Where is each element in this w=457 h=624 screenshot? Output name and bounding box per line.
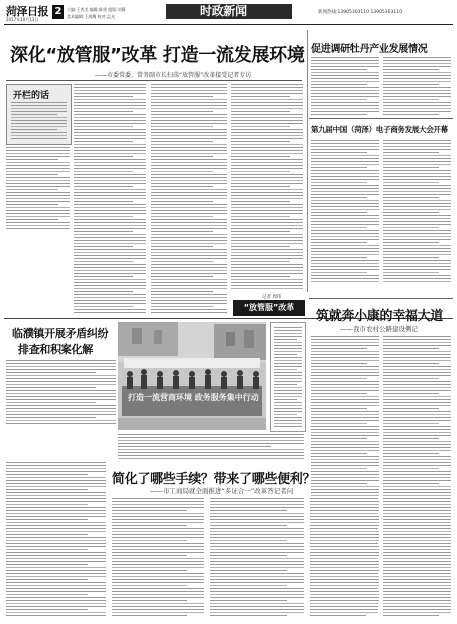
- bottom-headline: 简化了哪些手续？带来了哪些便利？: [112, 472, 316, 487]
- reform-badge-label: “放管服”改革: [243, 303, 295, 312]
- bottom-text-col-5: [383, 498, 451, 618]
- editor-line-1: 主编:王秀美 编辑:陈勇 组版:刘静: [67, 7, 126, 12]
- lead-subtitle: ——市委常委、常务副市长扫荡“放管服”改革接受记者专访: [95, 72, 252, 79]
- photo-banner-text: 打造一流营商环境 政务服务集中行动: [128, 393, 259, 402]
- reform-badge: [233, 300, 305, 316]
- left-mid-text: [6, 360, 116, 426]
- lead-text-col-2: [74, 84, 146, 315]
- right-mid-text-a: [311, 140, 379, 284]
- photo-caption-text: [274, 327, 302, 429]
- masthead-rule: [4, 24, 453, 25]
- right-mid-text-b: [383, 140, 451, 284]
- left-mid-headline-2: 排查和积案化解: [18, 343, 93, 356]
- lead-text-col-3: [151, 84, 227, 315]
- newspaper-logo: 菏泽日报: [6, 5, 48, 18]
- opening-box-title: 开栏的话: [13, 91, 50, 101]
- col-divider-right: [307, 30, 308, 292]
- lead-text-col-4: [231, 84, 303, 291]
- bottom-text-col-4: [310, 498, 378, 618]
- section-title: 时政新闻: [200, 4, 247, 18]
- bottom-subtitle: ——市工商局就全面推进“多证合一”改革答记者问: [150, 487, 294, 495]
- photo-below-text: [118, 434, 304, 461]
- lead-byline: 记者 周伟: [262, 295, 282, 300]
- bottom-text-col-1: [6, 462, 106, 618]
- bottom-text-col-2: [112, 498, 204, 618]
- news-photo: [118, 322, 266, 430]
- photo-caption-box: [270, 322, 306, 432]
- bottom-text-col-3: [210, 498, 304, 618]
- masthead: [0, 0, 457, 27]
- page-number-text: 2: [54, 6, 62, 17]
- lead-text-col-1a: [6, 147, 70, 231]
- lead-underline: [6, 80, 302, 81]
- issue-date: 2017年10月13日: [6, 17, 39, 22]
- news-hotline: 新闻热线:13905303110 13905303110: [318, 10, 402, 15]
- right-top-rule: [309, 118, 453, 119]
- right-feature-headline: 筑就奔小康的幸福大道: [316, 309, 444, 324]
- right-top-headline: 促进调研牡丹产业发展情况: [311, 44, 428, 55]
- lead-headline: 深化“放管服”改革 打造一流发展环境: [10, 45, 305, 66]
- right-feature-rule: [309, 298, 453, 299]
- right-top-text-a: [311, 57, 379, 117]
- right-feature-subtitle: ——我市农村公路建设侧记: [340, 325, 418, 333]
- photo-scene: [118, 322, 266, 430]
- page-number: [52, 5, 64, 19]
- editor-line-2: 美术编辑:王海鹰 校对:孟光: [67, 14, 115, 19]
- right-mid-headline: 第九届中国（菏泽）电子商务发展大会开幕: [311, 125, 448, 134]
- left-mid-headline-1: 临濮镇开展矛盾纠纷: [12, 327, 109, 340]
- right-top-text-b: [383, 57, 451, 117]
- opening-box-text: [11, 102, 67, 141]
- opening-box: [6, 84, 72, 145]
